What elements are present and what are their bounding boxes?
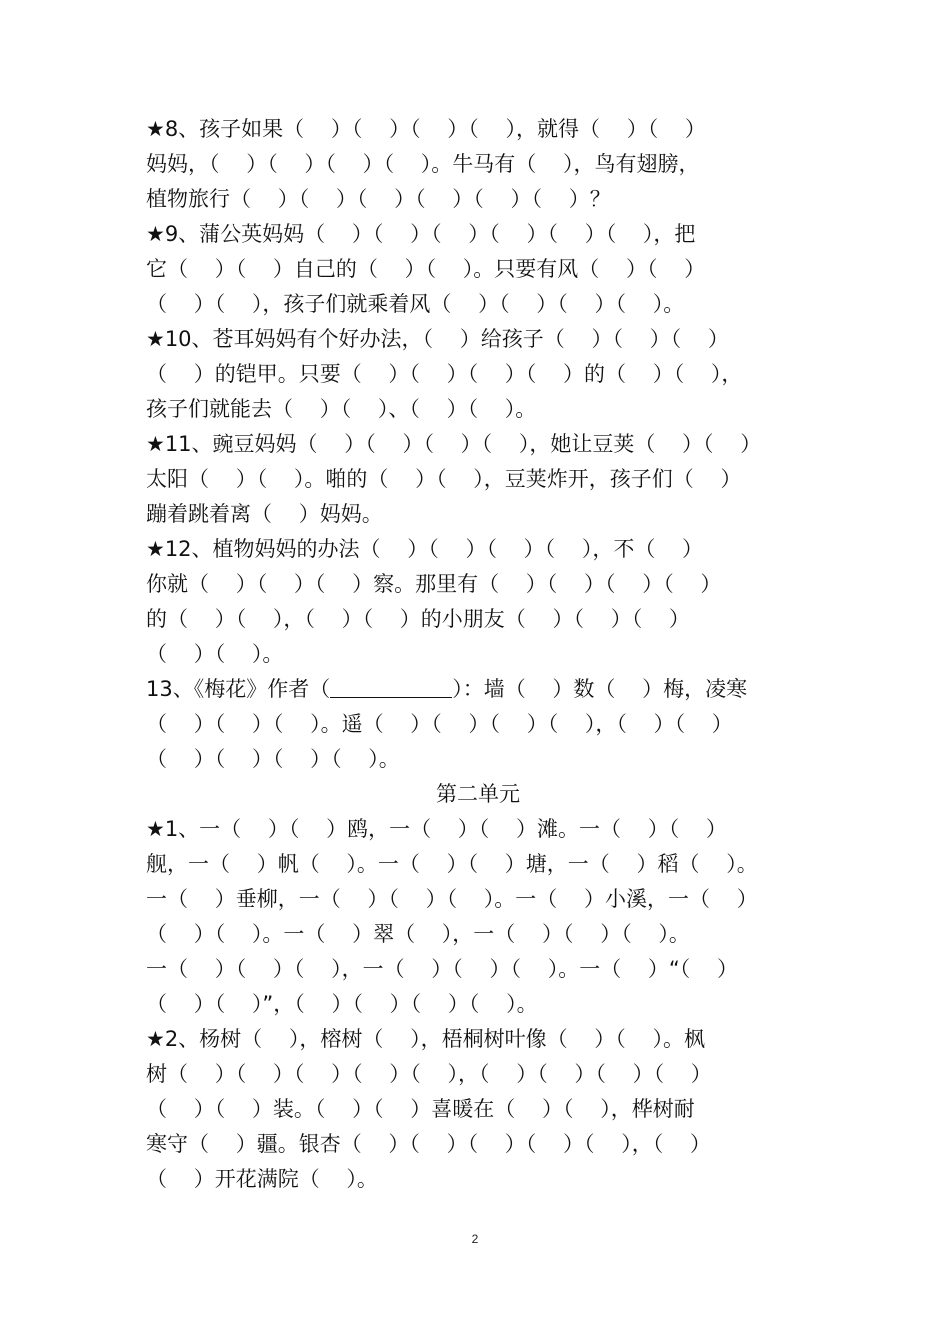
unit2-item2 bbox=[146, 1022, 810, 1197]
text-line: 舰，一（ ）帆（ ）。一（ ）（ ）塘，一（ ）稻（ ）。 bbox=[146, 852, 758, 876]
text-line: 的（ ）（ ），（ ）（ ）的小朋友（ ）（ ）（ ） bbox=[146, 607, 690, 631]
text-line: （ ）（ ）。 bbox=[146, 642, 284, 666]
unit1-item9 bbox=[146, 217, 810, 322]
text-line: 妈妈，（ ）（ ）（ ）（ ）。牛马有（ ），鸟有翅膀， bbox=[146, 152, 700, 176]
text-line: 植物旅行（ ）（ ）（ ）（ ）（ ）（ ）？ bbox=[146, 187, 611, 211]
unit1-item12 bbox=[146, 532, 810, 672]
text-line: 你就（ ）（ ）（ ）察。那里有（ ）（ ）（ ）（ ） bbox=[146, 572, 722, 596]
text-line: ★10、苍耳妈妈有个好办法，（ ）给孩子（ ）（ ）（ ） bbox=[146, 327, 729, 351]
item13-prefix: 13、《梅花》作者（ bbox=[146, 677, 331, 701]
unit1-item8 bbox=[146, 112, 810, 217]
text-line: 树（ ）（ ）（ ）（ ）（ ），（ ）（ ）（ ）（ ） bbox=[146, 1062, 712, 1086]
author-blank-underline bbox=[330, 675, 452, 698]
document-body bbox=[146, 112, 810, 1197]
unit1-item13 bbox=[146, 672, 810, 777]
text-line: 一（ ）垂柳，一（ ）（ ）（ ）。一（ ）小溪，一（ ） bbox=[146, 887, 758, 911]
section-title: 第二单元 bbox=[436, 782, 520, 806]
text-line: （ ）（ ）装。（ ）（ ）喜暖在（ ）（ ），桦树耐 bbox=[146, 1097, 695, 1121]
text-line: ★12、植物妈妈的办法（ ）（ ）（ ）（ ），不（ ） bbox=[146, 537, 704, 561]
text-line: ★1、一（ ）（ ）鸥，一（ ）（ ）滩。一（ ）（ ） bbox=[146, 817, 727, 841]
text-line: ★2、杨树（ ），榕树（ ），梧桐树叶像（ ）（ ）。枫 bbox=[146, 1027, 705, 1051]
text-line: 蹦着跳着离（ ）妈妈。 bbox=[146, 502, 383, 526]
item13-suffix: ）：墙（ ）数（ ）梅，凌寒 bbox=[452, 677, 748, 701]
text-line: （ ）开花满院（ ）。 bbox=[146, 1167, 378, 1191]
text-line: ★9、蒲公英妈妈（ ）（ ）（ ）（ ）（ ）（ ），把 bbox=[146, 222, 696, 246]
text-line: ★11、豌豆妈妈（ ）（ ）（ ）（ ），她让豆荚（ ）（ ） bbox=[146, 432, 762, 456]
text-line: 孩子们就能去（ ）（ ）、（ ）（ ）。 bbox=[146, 397, 537, 421]
text-line: 寒守（ ）疆。银杏（ ）（ ）（ ）（ ）（ ），（ ） bbox=[146, 1132, 711, 1156]
text-line: 它（ ）（ ）自己的（ ）（ ）。只要有风（ ）（ ） bbox=[146, 257, 706, 281]
text-line: （ ）（ ）（ ）。遥（ ）（ ）（ ）（ ），（ ）（ ） bbox=[146, 712, 733, 736]
page-number: 2 bbox=[471, 1232, 479, 1246]
unit1-item11 bbox=[146, 427, 810, 532]
text-line: 一（ ）（ ）（ ），一（ ）（ ）（ ）。一（ ）“（ ） bbox=[146, 957, 738, 981]
text-line: 太阳（ ）（ ）。啪的（ ）（ ），豆荚炸开，孩子们（ ） bbox=[146, 467, 742, 491]
unit1-item10 bbox=[146, 322, 810, 427]
text-line: （ ）（ ），孩子们就乘着风（ ）（ ）（ ）（ ）。 bbox=[146, 292, 685, 316]
unit2-item1 bbox=[146, 812, 810, 1022]
text-line: （ ）（ ）”，（ ）（ ）（ ）（ ）。 bbox=[146, 992, 538, 1016]
text-line: ★8、孩子如果（ ）（ ）（ ）（ ），就得（ ）（ ） bbox=[146, 117, 706, 141]
text-line bbox=[146, 672, 810, 707]
text-line: （ ）（ ）。一（ ）翠（ ），一（ ）（ ）（ ）。 bbox=[146, 922, 690, 946]
text-line: （ ）的铠甲。只要（ ）（ ）（ ）（ ）的（ ）（ ）， bbox=[146, 362, 743, 386]
text-line: （ ）（ ）（ ）（ ）。 bbox=[146, 747, 400, 771]
